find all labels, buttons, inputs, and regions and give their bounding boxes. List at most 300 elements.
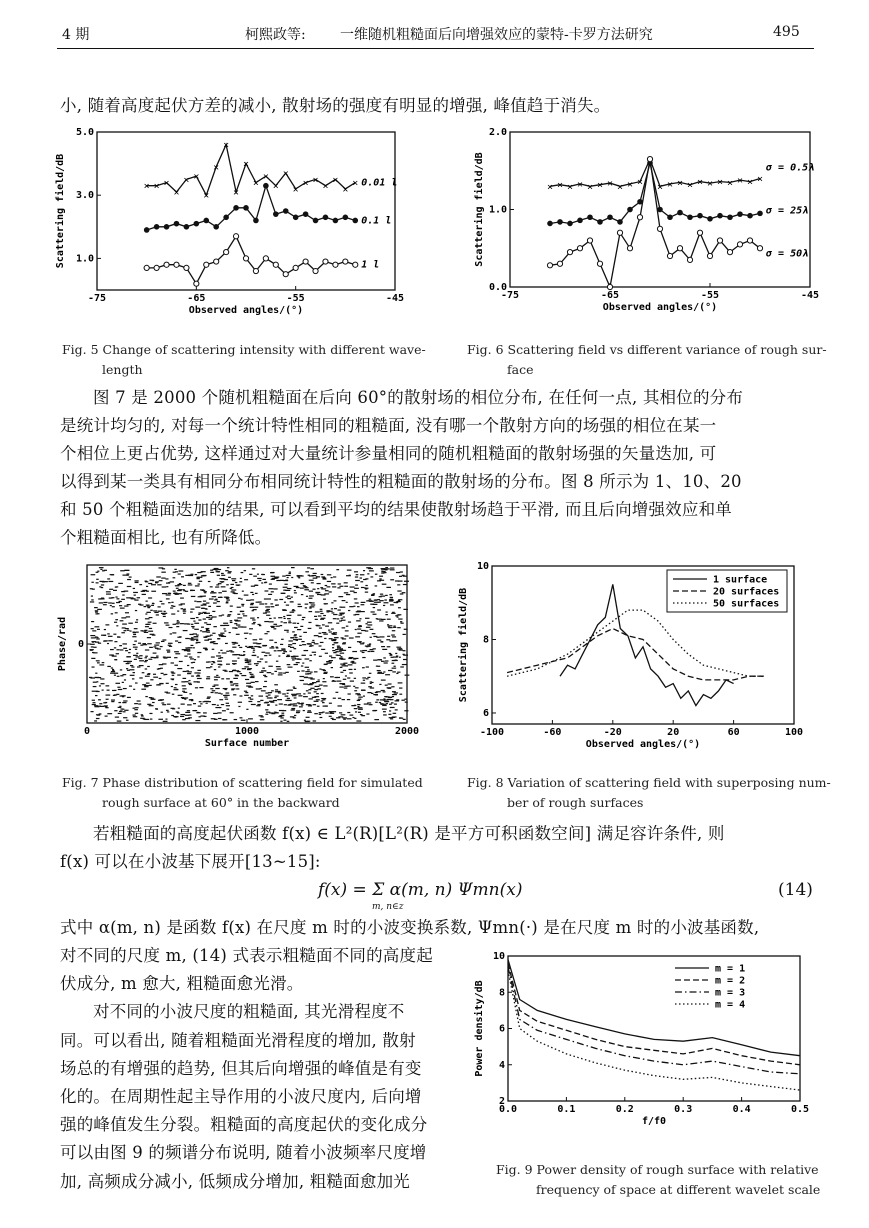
scatter-point [141, 715, 144, 716]
scatter-point [354, 678, 356, 679]
scatter-point [334, 637, 338, 638]
scatter-point [225, 570, 228, 571]
scatter-point [399, 694, 402, 695]
scatter-point [337, 705, 342, 706]
y-tick-label: 0.0 [488, 282, 507, 293]
scatter-point [145, 626, 149, 627]
scatter-point [133, 647, 138, 648]
scatter-point [300, 588, 304, 589]
scatter-point [230, 682, 233, 683]
scatter-point [354, 592, 357, 593]
scatter-point [194, 639, 198, 640]
scatter-point [241, 675, 246, 676]
scatter-point [244, 666, 248, 667]
scatter-point [244, 691, 247, 692]
legend-label: m = 3 [715, 987, 746, 999]
scatter-point [230, 651, 234, 652]
scatter-point [107, 578, 110, 579]
scatter-point [212, 596, 217, 597]
scatter-point [108, 640, 112, 641]
scatter-point [390, 597, 393, 598]
data-point [333, 218, 339, 224]
scatter-point [304, 650, 309, 651]
scatter-point [263, 686, 267, 687]
scatter-point [159, 678, 162, 679]
x-tick-label: 0.5 [790, 1104, 810, 1115]
scatter-point [326, 663, 331, 664]
scatter-point [288, 644, 292, 645]
scatter-point [346, 626, 348, 627]
data-point [224, 249, 229, 254]
scatter-point [166, 683, 169, 684]
scatter-point [260, 658, 263, 659]
data-point [253, 268, 258, 273]
scatter-point [206, 630, 210, 631]
scatter-point [332, 586, 336, 587]
scatter-point [189, 693, 191, 694]
scatter-point [379, 620, 383, 621]
scatter-point [189, 638, 194, 639]
scatter-point [171, 602, 173, 603]
scatter-point [364, 703, 369, 704]
scatter-point [317, 583, 321, 584]
scatter-point [269, 712, 274, 713]
scatter-point [370, 681, 372, 682]
scatter-point [196, 578, 199, 579]
scatter-point [287, 615, 292, 616]
scatter-point [199, 581, 202, 582]
data-point [184, 224, 190, 230]
scatter-point [349, 606, 353, 607]
scatter-point [108, 602, 112, 603]
scatter-point [160, 601, 163, 602]
x-tick-label: -60 [543, 727, 562, 738]
scatter-point [302, 662, 304, 663]
scatter-point [217, 661, 222, 662]
scatter-point [319, 714, 321, 715]
scatter-point [132, 636, 136, 637]
scatter-point [322, 681, 326, 682]
scatter-point [153, 677, 158, 678]
legend-label: 20 surfaces [713, 586, 780, 598]
scatter-point [276, 668, 281, 669]
scatter-point [111, 613, 113, 614]
scatter-point [249, 633, 251, 634]
scatter-point [150, 610, 152, 611]
scatter-point [292, 609, 294, 610]
scatter-point [257, 617, 259, 618]
scatter-point [214, 599, 217, 600]
scatter-point [113, 590, 117, 591]
scatter-point [304, 589, 309, 590]
scatter-point [145, 660, 148, 661]
scatter-point [310, 645, 314, 646]
scatter-point [235, 685, 238, 686]
scatter-point [188, 683, 191, 684]
scatter-point [332, 719, 336, 720]
scatter-point [135, 622, 138, 623]
scatter-point [178, 695, 183, 696]
scatter-point [111, 699, 115, 700]
scatter-point [370, 576, 373, 577]
scatter-point [175, 640, 178, 641]
scatter-point [193, 633, 197, 634]
scatter-point [210, 688, 213, 689]
scatter-point [182, 688, 186, 689]
scatter-point [120, 675, 123, 676]
scatter-point [365, 592, 368, 593]
scatter-point [253, 622, 256, 623]
scatter-point [255, 681, 259, 682]
scatter-point [339, 712, 342, 713]
y-tick-label: 10 [476, 561, 489, 572]
paragraph-mid-line: 个相位上更占优势, 这样通过对大量统计参量相同的随机粗糙面的散射场强的矢量迭加, 可 [60, 444, 717, 463]
scatter-point [380, 636, 385, 637]
scatter-point [253, 652, 255, 653]
scatter-point [124, 679, 126, 680]
scatter-point [292, 659, 295, 660]
scatter-point [183, 630, 188, 631]
scatter-point [215, 692, 218, 693]
scatter-point [398, 607, 401, 608]
scatter-point [145, 649, 149, 650]
x-tick-label: -20 [603, 727, 622, 738]
scatter-point [284, 584, 287, 585]
scatter-point [96, 714, 100, 715]
scatter-point [249, 672, 252, 673]
scatter-point [280, 717, 283, 718]
scatter-point [126, 575, 129, 576]
scatter-point [383, 671, 385, 672]
scatter-point [343, 663, 347, 664]
scatter-point [212, 690, 215, 691]
y-tick-label: 1.0 [75, 253, 94, 265]
scatter-point [321, 588, 326, 589]
equation-subscript: m, n∈z [372, 902, 404, 912]
scatter-point [267, 631, 270, 632]
scatter-point [367, 702, 371, 703]
scatter-point [188, 680, 190, 681]
legend-label: 50 surfaces [713, 598, 780, 610]
scatter-point [237, 614, 240, 615]
scatter-point [112, 656, 117, 657]
scatter-point [120, 620, 124, 621]
scatter-point [339, 607, 341, 608]
scatter-point [233, 683, 238, 684]
scatter-point [345, 630, 349, 631]
scatter-point [400, 623, 403, 624]
scatter-point [217, 712, 221, 713]
scatter-point [397, 590, 401, 591]
scatter-point [288, 704, 291, 705]
scatter-point [193, 621, 195, 622]
scatter-point [320, 611, 323, 612]
scatter-point [266, 615, 270, 616]
scatter-point [316, 699, 320, 700]
scatter-point [287, 693, 289, 694]
scatter-point [307, 673, 311, 674]
data-point [303, 259, 308, 264]
scatter-point [355, 602, 359, 603]
scatter-point [125, 650, 128, 651]
scatter-point [361, 602, 366, 603]
scatter-point [208, 606, 211, 607]
scatter-point [200, 703, 202, 704]
scatter-point [262, 645, 266, 646]
scatter-point [333, 632, 337, 633]
scatter-point [399, 687, 402, 688]
scatter-point [321, 693, 324, 694]
scatter-point [287, 595, 290, 596]
data-point [597, 219, 603, 225]
scatter-point [277, 650, 282, 651]
scatter-point [217, 705, 219, 706]
scatter-point [264, 681, 267, 682]
scatter-point [365, 588, 369, 589]
scatter-point [348, 610, 350, 611]
scatter-point [380, 594, 383, 595]
data-point [607, 214, 613, 220]
scatter-point [341, 637, 344, 638]
scatter-point [183, 671, 187, 672]
scatter-point [116, 649, 119, 650]
scatter-point [167, 704, 171, 705]
scatter-point [342, 643, 346, 644]
scatter-point [278, 655, 280, 656]
scatter-point [392, 636, 396, 637]
scatter-point [115, 587, 117, 588]
data-point [144, 265, 149, 270]
scatter-point [230, 606, 233, 607]
scatter-point [325, 585, 328, 586]
scatter-point [228, 571, 232, 572]
scatter-point [339, 620, 342, 621]
scatter-point [218, 634, 223, 635]
scatter-point [326, 610, 330, 611]
data-point: × [626, 179, 634, 191]
scatter-point [308, 705, 312, 706]
scatter-point [142, 684, 146, 685]
scatter-point [173, 624, 176, 625]
scatter-point [225, 699, 228, 700]
scatter-point [126, 656, 130, 657]
scatter-point [318, 679, 320, 680]
data-point [587, 238, 592, 243]
data-point [647, 157, 652, 162]
scatter-point [381, 569, 383, 570]
scatter-point [111, 667, 113, 668]
scatter-point [114, 710, 117, 711]
scatter-point [215, 569, 217, 570]
scatter-point [122, 674, 126, 675]
scatter-point [103, 602, 107, 603]
scatter-point [137, 597, 140, 598]
y-tick-label: 8 [482, 634, 489, 646]
scatter-point [210, 586, 213, 587]
scatter-point [145, 668, 147, 669]
scatter-point [357, 633, 361, 634]
data-point: × [696, 177, 704, 189]
scatter-point [96, 582, 99, 583]
data-point [313, 268, 318, 273]
scatter-point [366, 666, 369, 667]
scatter-point [230, 712, 234, 713]
scatter-point [265, 661, 268, 662]
scatter-point [166, 594, 171, 595]
scatter-point [319, 645, 322, 646]
scatter-point [329, 638, 333, 639]
scatter-point [311, 642, 314, 643]
scatter-point [133, 655, 138, 656]
scatter-point [323, 678, 325, 679]
scatter-point [357, 707, 362, 708]
scatter-point [115, 612, 118, 613]
scatter-point [341, 665, 346, 666]
scatter-point [315, 686, 320, 687]
scatter-point [204, 622, 207, 623]
scatter-point [339, 683, 344, 684]
scatter-point [158, 719, 163, 720]
scatter-point [155, 648, 158, 649]
scatter-point [139, 584, 142, 585]
scatter-point [135, 682, 138, 683]
plot-frame [508, 956, 800, 1101]
scatter-point [257, 574, 259, 575]
scatter-point [162, 704, 166, 705]
scatter-point [198, 612, 201, 613]
scatter-point [223, 628, 225, 629]
scatter-point [329, 656, 332, 657]
scatter-point [238, 598, 240, 599]
scatter-point [224, 697, 227, 698]
scatter-point [177, 712, 180, 713]
scatter-point [119, 706, 121, 707]
scatter-point [161, 702, 164, 703]
scatter-point [215, 688, 219, 689]
scatter-point [213, 626, 216, 627]
scatter-point [301, 655, 305, 656]
scatter-point [373, 593, 375, 594]
scatter-point [197, 656, 199, 657]
scatter-point [367, 651, 370, 652]
scatter-point [398, 682, 403, 683]
scatter-point [178, 642, 181, 643]
scatter-point [207, 698, 210, 699]
scatter-point [247, 660, 251, 661]
scatter-point [383, 657, 386, 658]
paragraph-left-line: 化的。在周期性起主导作用的小波尺度内, 后向增 [60, 1087, 422, 1107]
scatter-point [306, 704, 310, 705]
scatter-point [248, 718, 253, 719]
scatter-point [275, 605, 277, 606]
data-point: × [576, 179, 584, 191]
scatter-point [99, 567, 104, 568]
scatter-point [360, 650, 363, 651]
scatter-point [402, 575, 405, 576]
scatter-point [403, 634, 406, 635]
scatter-point [176, 689, 178, 690]
scatter-point [95, 610, 99, 611]
scatter-point [397, 627, 401, 628]
scatter-point [206, 628, 210, 629]
scatter-point [156, 642, 160, 643]
fig6-chart [470, 122, 825, 322]
series-label: 0.01 l [361, 177, 398, 189]
scatter-point [198, 614, 200, 615]
scatter-point [174, 687, 177, 688]
scatter-point [307, 567, 310, 568]
scatter-point [256, 665, 258, 666]
scatter-point [250, 604, 253, 605]
scatter-point [129, 685, 132, 686]
scatter-point [372, 633, 376, 634]
scatter-point [197, 572, 201, 573]
scatter-point [315, 611, 320, 612]
scatter-point [134, 595, 136, 596]
scatter-point [92, 589, 95, 590]
scatter-point [108, 636, 113, 637]
scatter-point [294, 590, 296, 591]
scatter-point [348, 693, 351, 694]
scatter-point [321, 649, 325, 650]
data-point: × [716, 177, 724, 189]
scatter-point [251, 586, 255, 587]
scatter-point [123, 648, 127, 649]
scatter-point [278, 672, 282, 673]
fig7-chart [55, 560, 420, 755]
data-point [293, 215, 299, 221]
scatter-point [287, 656, 290, 657]
scatter-point [308, 628, 312, 629]
data-point [154, 224, 160, 230]
scatter-point [152, 635, 156, 636]
scatter-point [165, 719, 167, 720]
scatter-point [98, 643, 101, 644]
paragraph-left-line: 对不同的小波尺度的粗糙面, 其光滑程度不 [93, 1002, 405, 1022]
scatter-point [361, 689, 365, 690]
scatter-point [129, 576, 132, 577]
data-point [707, 216, 713, 222]
scatter-point [354, 588, 359, 589]
scatter-point [327, 586, 331, 587]
scatter-point [202, 631, 207, 632]
paragraph-left-line: 同。可以看出, 随着粗糙面光滑程度的增加, 散射 [60, 1030, 416, 1050]
scatter-point [342, 650, 347, 651]
series-label: 1 l [361, 259, 380, 271]
scatter-point [236, 670, 239, 671]
scatter-point [379, 576, 383, 577]
scatter-point [161, 572, 165, 573]
scatter-point [375, 574, 377, 575]
scatter-point [315, 592, 320, 593]
scatter-point [360, 577, 362, 578]
data-point [747, 238, 752, 243]
scatter-point [218, 718, 221, 719]
scatter-point [142, 594, 146, 595]
scatter-point [294, 656, 298, 657]
scatter-point [133, 716, 137, 717]
scatter-point [112, 603, 115, 604]
scatter-point [352, 717, 354, 718]
scatter-point [320, 717, 323, 718]
scatter-point [190, 645, 193, 646]
scatter-point [387, 619, 391, 620]
scatter-point [383, 711, 386, 712]
scatter-point [369, 570, 374, 571]
x-tick-label: 0.3 [674, 1104, 693, 1115]
scatter-point [123, 717, 127, 718]
scatter-point [393, 626, 395, 627]
